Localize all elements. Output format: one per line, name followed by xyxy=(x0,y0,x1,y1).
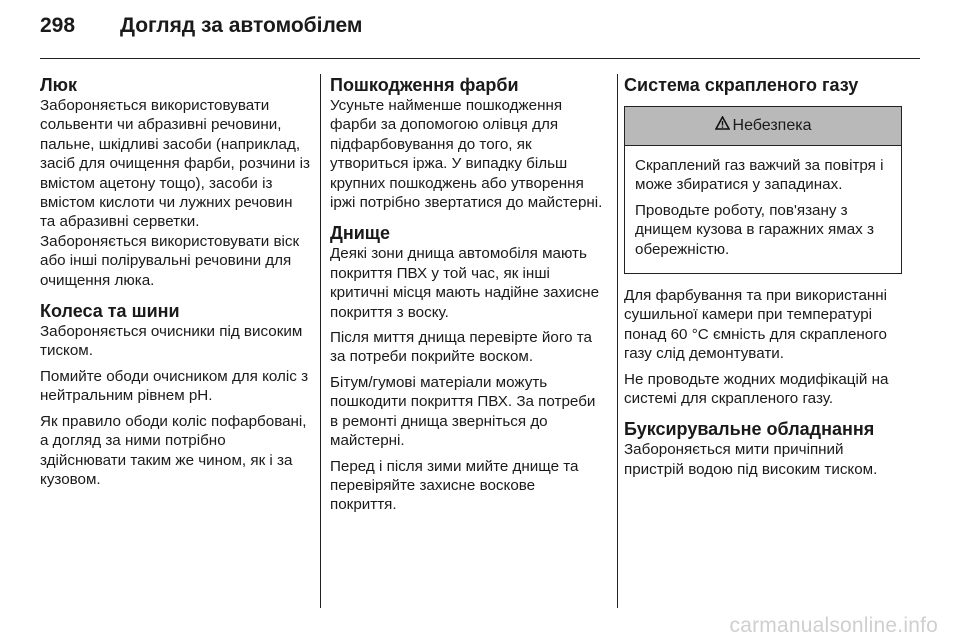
warning-header xyxy=(625,107,901,146)
section-heading-sunroof: Люк xyxy=(40,75,78,95)
column-divider-2 xyxy=(617,74,618,608)
page-header xyxy=(40,14,362,42)
warning-paragraph: Скраплений газ важчий за повітря і може збиратися у западинах. xyxy=(635,157,884,194)
paragraph: Як правило ободи коліс пофарбовані, а догляд за ними потрібно здійснювати таким же чином, як і за кузовом. xyxy=(40,412,307,488)
paragraph: Усуньте найменше пошкодження фарби за допомогою олівця для підфарбовування до того, як утвориться іржа. У випадку більш крупних пошкоджень або утворення іржі потрібно звертатися до майстерні. xyxy=(330,97,603,212)
page-number: 298 xyxy=(40,14,76,37)
warning-triangle-icon xyxy=(715,116,730,135)
paragraph: Забороняється очисники під високим тиском. xyxy=(40,323,303,360)
warning-body xyxy=(625,146,901,273)
paragraph: Помийте ободи очисником для коліс з нейтральним рівнем pH. xyxy=(40,367,309,405)
paragraph: Не проводьте жодних модифікацій на системі для скрапленого газу. xyxy=(624,370,889,408)
paragraph: Деякі зони днища автомобіля мають покриття ПВХ у той час, як інші критичні місця мають надійне захисне покриття з воску. xyxy=(330,245,600,321)
warning-paragraph: Проводьте роботу, пов'язану з днищем кузова в гаражних ямах з обережністю. xyxy=(635,201,874,258)
paragraph: Після миття днища перевірте його та за потреби покрийте воском. xyxy=(330,329,592,366)
page-title: Догляд за автомобілем xyxy=(120,14,363,37)
column-divider-1 xyxy=(320,74,321,608)
section-heading-lpg-system: Система скрапленого газу xyxy=(624,75,859,95)
paragraph: Для фарбування та при використанні сушильної камери при температурі понад 60 °C ємність для скрапленого газу слід демонтувати. xyxy=(624,287,888,363)
paragraph: Забороняється мити причіпний пристрій водою під високим тиском. xyxy=(624,441,878,478)
section-heading-paint-damage: Пошкодження фарби xyxy=(330,75,519,95)
paragraph: Забороняється використовувати сольвенти чи абразивні речовини, пальне, шкідливі засоби (наприклад, засіб для очищення фарби, розчини із вмістом ацетону тощо), засоби із вмістом кислоти чи лужних речовин та абразивні серветки. Забороняється використовувати віск або інші полірувальні речовини для очищення люка. xyxy=(40,97,310,289)
section-heading-underbody: Днище xyxy=(330,223,390,244)
section-heading-towing-equipment: Буксирувальне обладнання xyxy=(624,419,875,440)
column-2 xyxy=(330,74,605,521)
column-1 xyxy=(40,74,310,495)
watermark: carmanualsonline.info xyxy=(729,614,938,637)
section-heading-wheels-tyres: Колеса та шини xyxy=(40,301,180,322)
paragraph: Бітум/гумові матеріали можуть пошкодити покриття ПВХ. За потреби в ремонті днища зверніться до майстерні. xyxy=(330,373,596,450)
danger-warning-box xyxy=(624,106,902,274)
column-3 xyxy=(624,74,906,485)
warning-title: Небезпека xyxy=(732,117,812,135)
header-divider xyxy=(40,58,920,59)
paragraph: Перед і після зими мийте днище та перевіряйте захисне воскове покриття. xyxy=(330,457,579,514)
